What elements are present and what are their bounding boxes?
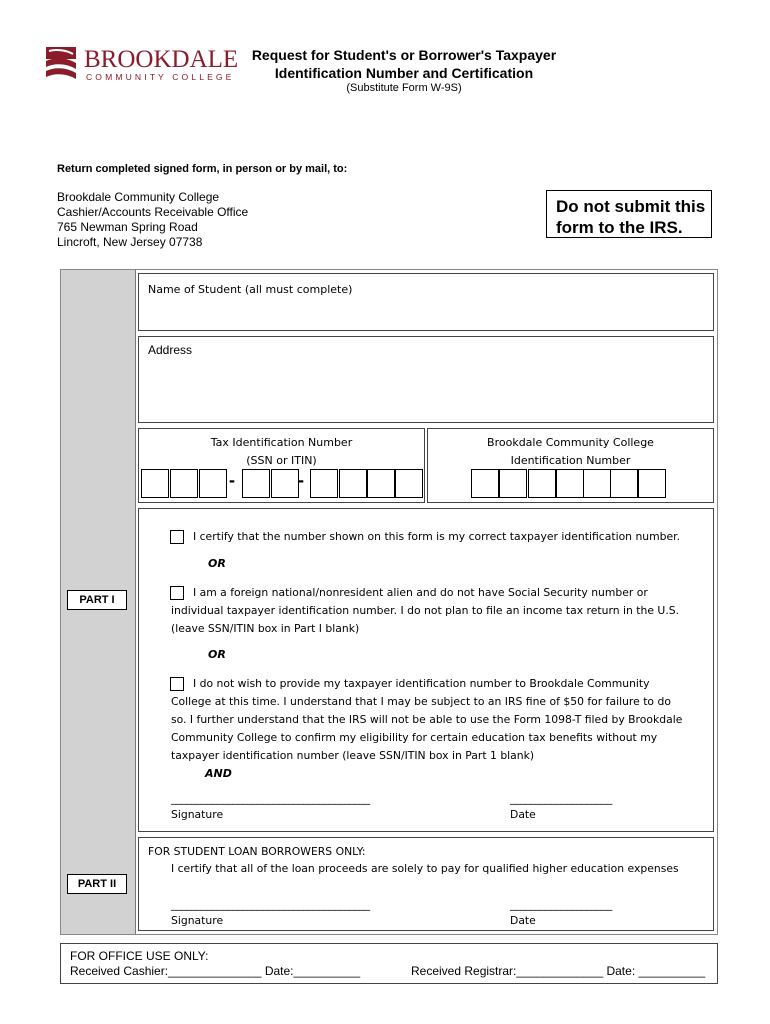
decline-tin-text: I do not wish to provide my taxpayer identification number to Brookdale Community College at this time. I understand that I may be subject to an IRS fine of $50 for failure to do so. I further understand that the IRS will not be able to use the Form 1098-T filed by Brookdale Community College to confirm my eligibility for certain education tax benefits without my taxpayer identification number (leave SSN/ITIN box in Part 1 blank): [171, 677, 683, 762]
irs-notice: Do not submit this form to the IRS.: [546, 190, 712, 238]
tin-digit-box[interactable]: [242, 469, 270, 498]
part2-certify-text: I certify that all of the loan proceeds are solely to pay for qualified higher education expenses: [171, 862, 679, 875]
tin-separator: -: [229, 470, 235, 490]
college-id-digit-box[interactable]: [610, 469, 638, 498]
college-id-digit-box[interactable]: [583, 469, 611, 498]
college-id-label: Brookdale Community College Identification Number: [487, 436, 654, 467]
part1-label: PART I: [67, 590, 127, 610]
received-cashier-field[interactable]: Received Cashier:______________ Date:__________: [70, 964, 361, 978]
address-field[interactable]: [138, 336, 714, 423]
student-name-field[interactable]: [138, 273, 714, 331]
part2-signature-line[interactable]: _______________________________________: [171, 898, 370, 911]
certify-tin-checkbox[interactable]: [170, 530, 184, 544]
part2-heading: FOR STUDENT LOAN BORROWERS ONLY:: [148, 845, 366, 858]
return-instruction: Return completed signed form, in person or by mail, to:: [57, 163, 348, 175]
and-label: AND: [205, 767, 232, 780]
tin-digit-box[interactable]: [310, 469, 338, 498]
or-label: OR: [208, 648, 226, 661]
part1-signature-line[interactable]: _______________________________________: [171, 792, 370, 805]
part1-signature-label: Signature: [171, 808, 224, 821]
tin-digit-box[interactable]: [199, 469, 227, 498]
office-use-section: [60, 943, 718, 984]
college-id-digit-box[interactable]: [499, 469, 527, 498]
college-id-digit-box[interactable]: [528, 469, 556, 498]
foreign-national-text: I am a foreign national/nonresident alien and do not have Social Security number or individual taxpayer identification number. I do not plan to file an income tax return in the U.S. (leave SSN/ITIN box in Part I blank): [171, 586, 680, 635]
part2-label: PART II: [67, 874, 127, 894]
college-id-digit-box[interactable]: [638, 469, 666, 498]
form-subtitle: (Substitute Form W-9S): [346, 82, 462, 94]
part2-date-line[interactable]: ____________________: [510, 898, 612, 911]
logo-subtitle: COMMUNITY COLLEGE: [86, 72, 235, 82]
college-id-digit-box[interactable]: [556, 469, 584, 498]
logo-name: BROOKDALE: [84, 46, 239, 73]
received-registrar-field[interactable]: Received Registrar:_____________ Date: __________: [411, 964, 706, 978]
tin-digit-box[interactable]: [395, 469, 423, 498]
form-title: Request for Student's or Borrower's Taxpayer Identification Number and Certification: [251, 47, 557, 81]
part2-date-label: Date: [510, 914, 536, 927]
office-use-heading: FOR OFFICE USE ONLY:: [70, 949, 209, 963]
college-logo-icon: [44, 45, 78, 81]
tin-label: Tax Identification Number (SSN or ITIN): [210, 436, 353, 467]
part2-signature-label: Signature: [171, 914, 224, 927]
mailing-address: Brookdale Community College Cashier/Accounts Receivable Office 765 Newman Spring Road Lincroft, New Jersey 07738: [57, 190, 249, 249]
tin-digit-box[interactable]: [271, 469, 299, 498]
tin-digit-box[interactable]: [367, 469, 395, 498]
tin-digit-box[interactable]: [339, 469, 367, 498]
part1-date-line[interactable]: ____________________: [510, 792, 612, 805]
part1-date-label: Date: [510, 808, 536, 821]
certify-tin-text: I certify that the number shown on this form is my correct taxpayer identification number.: [193, 530, 681, 543]
college-id-digit-box[interactable]: [471, 469, 499, 498]
or-label: OR: [208, 557, 226, 570]
address-label: Address: [148, 343, 193, 357]
tin-digit-box[interactable]: [141, 469, 169, 498]
tin-separator: -: [298, 470, 304, 490]
student-name-label: Name of Student (all must complete): [148, 283, 353, 296]
tin-digit-box[interactable]: [170, 469, 198, 498]
